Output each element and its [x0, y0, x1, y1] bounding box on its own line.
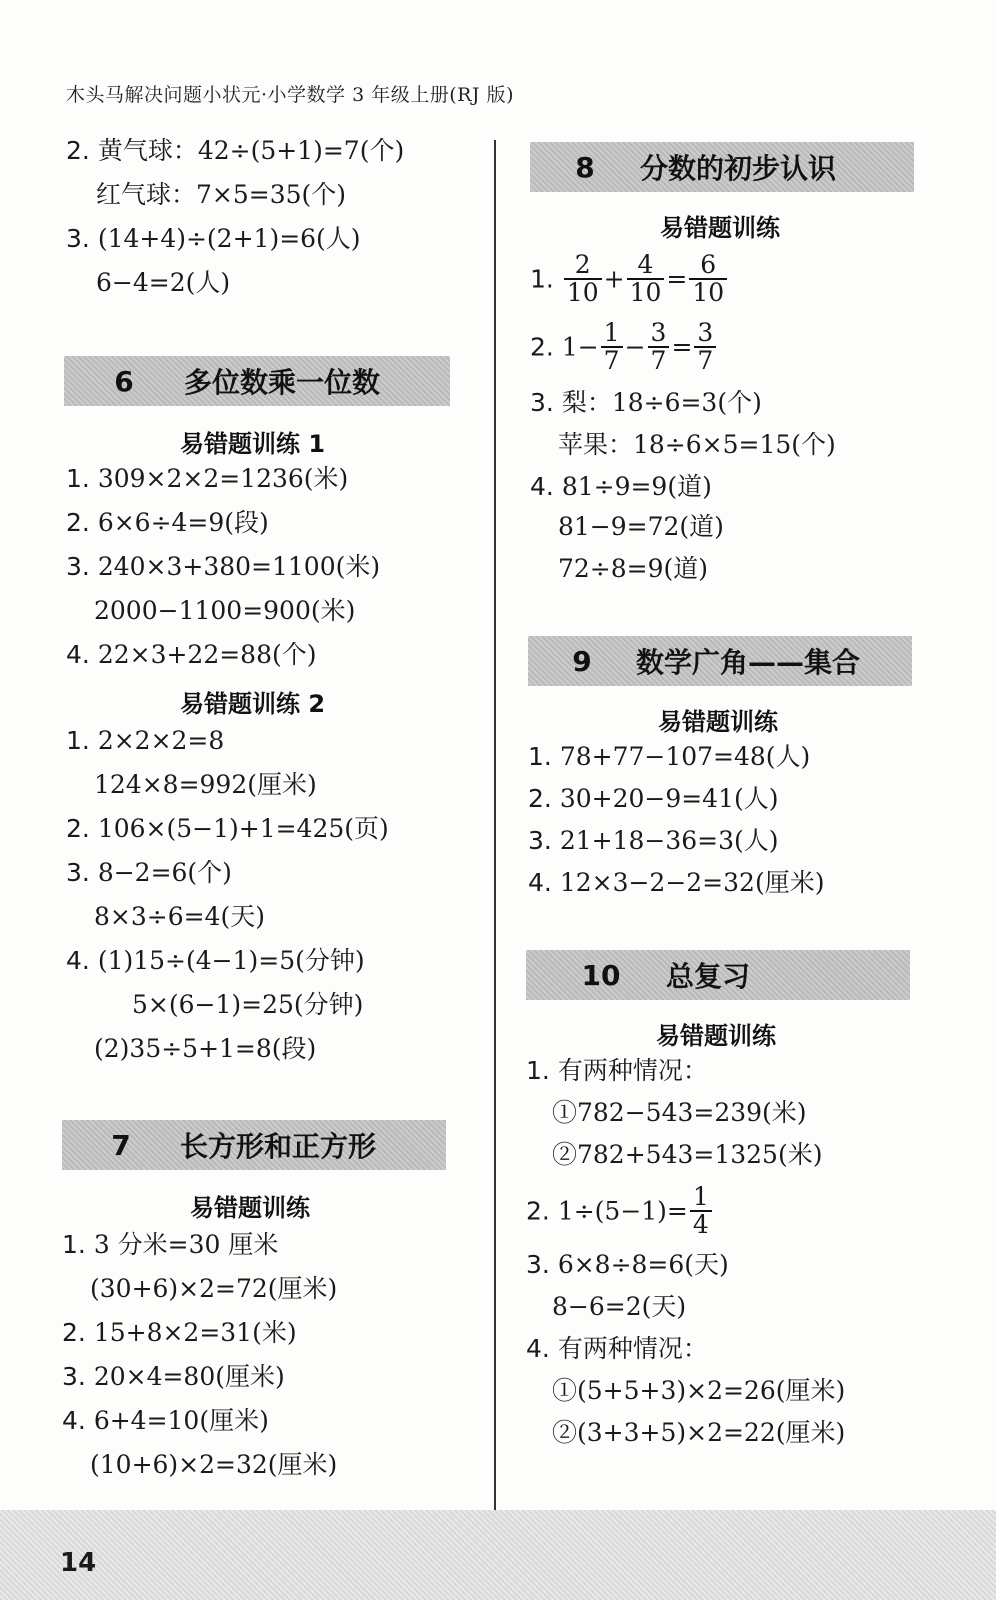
answer-line: 6−4=2(人) — [96, 268, 231, 297]
answer-line: 4. 有两种情况： — [526, 1334, 708, 1363]
section-number: 6 — [114, 364, 134, 398]
answer-line: 2. 6×6÷4=9(段) — [66, 508, 269, 537]
answer-line: 1. 有两种情况： — [526, 1056, 708, 1085]
answer-line: 3. 21+18−36=3(人) — [528, 826, 779, 855]
answer-line: 8×3÷6=4(天) — [94, 902, 265, 931]
section-number: 7 — [111, 1128, 131, 1162]
answer-line: 2. 黄气球：42÷(5+1)=7(个) — [66, 136, 405, 165]
subheading: 易错题训练 — [656, 1022, 776, 1050]
answer-line: 2. 30+20−9=41(人) — [528, 784, 779, 813]
answer-line: 4. 6+4=10(厘米) — [62, 1406, 269, 1435]
answer-line: ①782−543=239(米) — [552, 1098, 807, 1127]
section-header-10 — [526, 950, 910, 1000]
answer-line: 3. (14+4)÷(2+1)=6(人) — [66, 224, 361, 253]
fraction: $\frac{1}{4}$ — [690, 1184, 712, 1239]
fraction: $\frac{1}{7}$ — [601, 320, 623, 375]
column-divider — [494, 140, 496, 1512]
fraction: $\frac{4}{10}$ — [627, 252, 665, 307]
answer-line: 4. 12×3−2−2=32(厘米) — [528, 868, 825, 897]
answer-line: 红气球：7×5=35(个) — [96, 180, 347, 209]
section-title: 分数的初步认识 — [640, 152, 837, 185]
subheading: 易错题训练 — [660, 214, 780, 242]
answer-line: 3. 240×3+380=1100(米) — [66, 552, 381, 581]
answer-line: 2000−1100=900(米) — [94, 596, 356, 625]
subheading: 易错题训练 — [658, 708, 778, 736]
section-title: 多位数乘一位数 — [184, 366, 381, 399]
answer-line: 4. (1)15÷(4−1)=5(分钟) — [66, 946, 365, 975]
fraction-answer-line: 1. $\frac{2}{10}$ + $\frac{4}{10}$ = $\frac{6}{10}$ — [530, 252, 729, 307]
answer-line: 124×8=992(厘米) — [94, 770, 317, 799]
answer-line: 2. 15+8×2=31(米) — [62, 1318, 297, 1347]
answer-line: 3. 8−2=6(个) — [66, 858, 232, 887]
answer-line: ①(5+5+3)×2=26(厘米) — [552, 1376, 846, 1405]
answer-line: 4. 22×3+22=88(个) — [66, 640, 317, 669]
section-number: 8 — [575, 150, 595, 184]
answer-line: ②782+543=1325(米) — [552, 1140, 823, 1169]
answer-line: 1. 309×2×2=1236(米) — [66, 464, 349, 493]
section-number: 9 — [572, 644, 592, 678]
section-title: 数学广角——集合 — [636, 646, 861, 679]
subheading: 易错题训练 2 — [180, 690, 326, 718]
fraction: $\frac{3}{7}$ — [648, 320, 670, 375]
section-header-6 — [64, 356, 450, 406]
answer-line: 1. 3 分米=30 厘米 — [62, 1230, 279, 1259]
section-title: 长方形和正方形 — [180, 1130, 377, 1163]
section-header-8 — [530, 142, 914, 192]
page-number: 14 — [60, 1548, 97, 1578]
answer-line: 4. 81÷9=9(道) — [530, 472, 712, 501]
section-title: 总复习 — [666, 960, 751, 993]
answer-line: 81−9=72(道) — [558, 512, 724, 541]
fraction: $\frac{2}{10}$ — [564, 252, 602, 307]
subheading: 易错题训练 — [190, 1194, 310, 1222]
answer-line: 8−6=2(天) — [552, 1292, 687, 1321]
answer-line: (30+6)×2=72(厘米) — [90, 1274, 338, 1303]
answer-line: (10+6)×2=32(厘米) — [90, 1450, 338, 1479]
running-head: 木头马解决问题小状元·小学数学 3 年级上册(RJ 版) — [66, 84, 514, 106]
answer-line: 1. 2×2×2=8 — [66, 726, 225, 755]
fraction: $\frac{6}{10}$ — [689, 252, 727, 307]
fraction: $\frac{3}{7}$ — [694, 320, 716, 375]
answer-line: 72÷8=9(道) — [558, 554, 709, 583]
answer-line: 3. 20×4=80(厘米) — [62, 1362, 285, 1391]
subheading: 易错题训练 1 — [180, 430, 326, 458]
section-header-9 — [528, 636, 912, 686]
answer-line: ②(3+3+5)×2=22(厘米) — [552, 1418, 846, 1447]
answer-line: 5×(6−1)=25(分钟) — [132, 990, 364, 1019]
answer-line: 2. 106×(5−1)+1=425(页) — [66, 814, 389, 843]
section-header-7 — [62, 1120, 446, 1170]
footer-bar — [0, 1510, 996, 1600]
answer-line: 3. 6×8÷8=6(天) — [526, 1250, 729, 1279]
fraction-answer-line: 2. 1÷(5−1)= $\frac{1}{4}$ — [526, 1184, 714, 1239]
section-number: 10 — [581, 958, 621, 992]
fraction-answer-line: 2. 1− $\frac{1}{7}$ − $\frac{3}{7}$ = $\frac{3}{7}$ — [530, 320, 718, 375]
answer-line: (2)35÷5+1=8(段) — [94, 1034, 317, 1063]
answer-line: 3. 梨：18÷6=3(个) — [530, 388, 762, 417]
answer-line: 苹果：18÷6×5=15(个) — [558, 430, 836, 459]
answer-line: 1. 78+77−107=48(人) — [528, 742, 811, 771]
